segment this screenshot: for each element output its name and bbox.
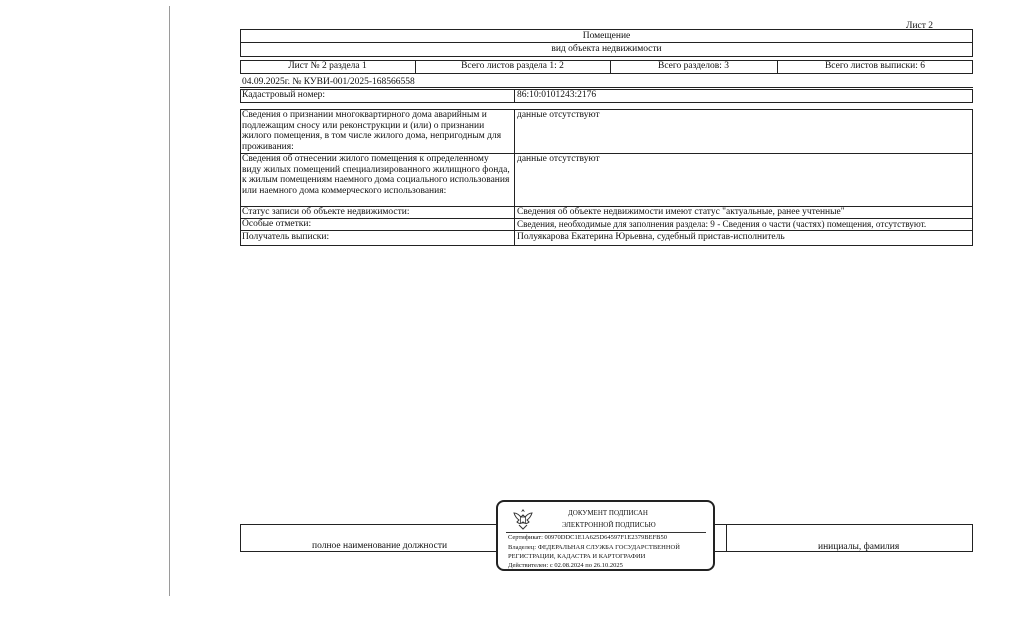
- header-divider: [240, 42, 973, 43]
- stamp-title-line2: ЭЛЕКТРОННОЙ ПОДПИСЬЮ: [562, 521, 656, 529]
- sheet-label: Лист 2: [906, 21, 934, 31]
- position-label: полное наименование должности: [312, 541, 448, 551]
- object-type-subtitle: вид объекта недвижимости: [551, 44, 662, 54]
- stamp-owner-line2: РЕГИСТРАЦИИ, КАДАСТРА И КАРТОГРАФИИ: [508, 553, 646, 560]
- cadastral-label: Кадастровый номер:: [242, 90, 326, 100]
- table-row-label: Сведения о признании многоквартирного дома аварийным и подлежащим сносу или реконструкции и (или) о признании жилого помещения, в том числе жилого дома, непригодным для проживания:: [242, 110, 502, 152]
- signature-right-border: [972, 524, 973, 552]
- stamp-owner-line1: Владелец: ФЕДЕРАЛЬНАЯ СЛУЖБА ГОСУДАРСТВЕННОЙ: [508, 544, 680, 551]
- electronic-signature-stamp: [496, 500, 715, 571]
- cadastral-row: [240, 89, 973, 103]
- signature-divider: [726, 524, 727, 552]
- coat-of-arms-icon: [510, 507, 536, 531]
- table-row-label: Получатель выписки:: [242, 232, 330, 242]
- table-row-value: Полуякарова Екатерина Юрьевна, судебный пристав-исполнитель: [517, 232, 785, 242]
- stamp-title-line1: ДОКУМЕНТ ПОДПИСАН: [568, 509, 648, 517]
- table-row-value: данные отсутствуют: [517, 154, 600, 164]
- stamp-divider: [506, 532, 706, 533]
- signature-left-border: [240, 524, 241, 552]
- object-type-title: Помещение: [582, 31, 631, 41]
- table-row-label: Сведения об отнесении жилого помещения к определенному виду жилых помещений специализированного жилищного фонда, к жилым помещениям наемного дома социального использования или наемного дома коммерческого использования:: [242, 154, 510, 196]
- doc-number-underline: [240, 87, 973, 88]
- cadastral-divider: [514, 89, 515, 103]
- table-row-value: Сведения об объекте недвижимости имеют статус "актуальные, ранее учтенные": [517, 207, 845, 217]
- stamp-certificate: Сертификат: 00970DDC1E1A625D64597F1E2379BEFB50: [508, 534, 667, 541]
- cadastral-value: 86:10:0101243:2176: [517, 90, 597, 100]
- table-row-divider: [240, 230, 973, 231]
- table-row-label: Статус записи об объекте недвижимости:: [242, 207, 410, 217]
- page-edge-line: [169, 6, 170, 596]
- total-sections: Всего разделов: 3: [657, 61, 729, 71]
- table-row-label: Особые отметки:: [242, 219, 312, 229]
- table-row-value: Сведения, необходимые для заполнения раздела: 9 - Сведения о части (частях) помещения, отсутствуют.: [517, 219, 927, 229]
- sheet-section: Лист № 2 раздела 1: [288, 61, 367, 71]
- table-row-value: данные отсутствуют: [517, 110, 600, 120]
- document-number: 04.09.2025г. № КУВИ-001/2025-168566558: [242, 77, 415, 87]
- total-sheets-section: Всего листов раздела 1: 2: [461, 61, 564, 71]
- total-sheets-extract: Всего листов выписки: 6: [824, 61, 926, 71]
- initials-label: инициалы, фамилия: [818, 542, 900, 552]
- stamp-validity: Действителен: с 02.08.2024 по 26.10.2025: [508, 562, 623, 569]
- table-column-divider: [514, 109, 515, 246]
